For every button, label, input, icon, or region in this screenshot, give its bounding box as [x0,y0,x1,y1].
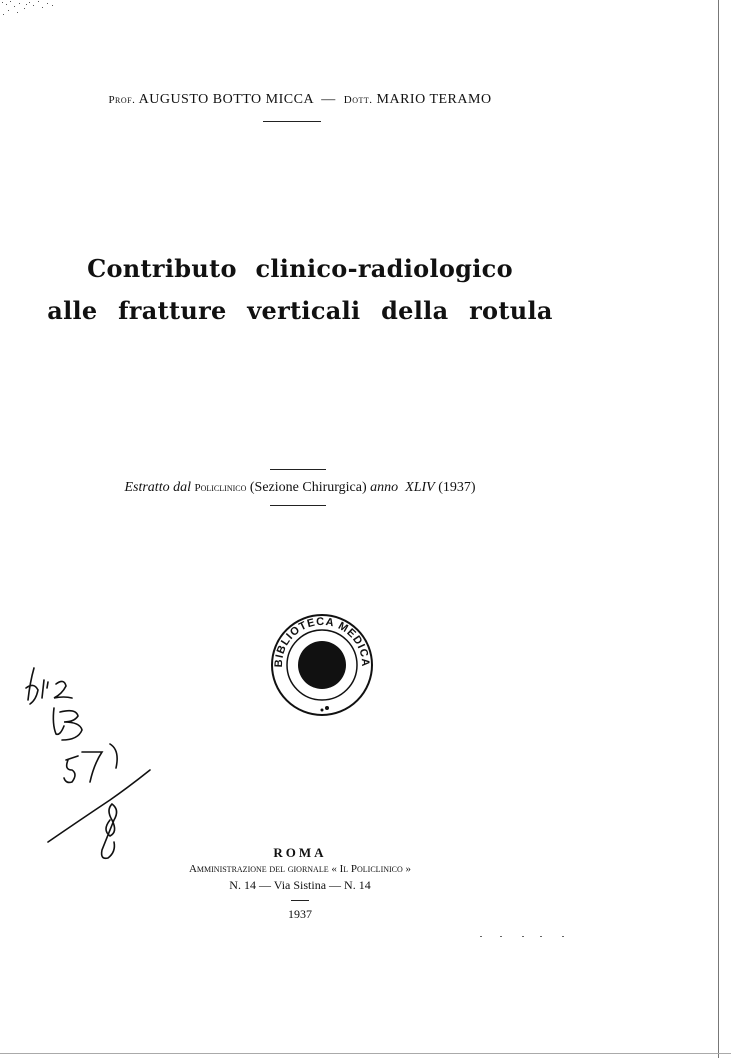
dott-title: Dott. [343,94,373,106]
dott-name: MARIO TERAMO [376,92,492,107]
publication-year: 1937 [288,907,312,921]
publisher-line-2: N. 14 — Via Sistina — N. 14 [229,878,371,892]
authors-separator: — [321,92,336,107]
anno-label: anno [370,480,399,495]
extract-prefix: Estratto dal [124,480,191,495]
title-line-2: alle fratture verticali della rotula [47,296,553,325]
authors-line [0,92,600,108]
volume-number: XLIV [405,480,435,495]
library-stamp [262,610,382,720]
publisher-city: ROMA [273,845,327,860]
prof-name: AUGUSTO BOTTO MICCA [138,92,314,107]
publisher-rule [291,900,309,901]
authors-rule [263,121,321,122]
publisher-line-1: Amministrazione del giornale « Il Policlinico » [188,863,412,875]
extract-rule-top [270,469,326,470]
scan-edge-line [718,0,719,1058]
stamp-text: BIBLIOTECA MEDICA [272,615,372,668]
journal-name: Policlinico [194,482,247,494]
scan-dots [470,930,580,942]
title-line-1: Contributo clinico-radiologico [87,254,513,283]
scan-bottom-line [0,1053,731,1054]
stamp-dot [325,706,329,710]
journal-section: (Sezione Chirurgica) [249,480,367,495]
extract-line [40,480,560,496]
document-title [40,248,560,332]
extract-rule-bottom [270,505,326,506]
scan-noise [0,0,90,20]
prof-title: Prof. [108,94,136,106]
extract-year: (1937) [438,480,476,495]
